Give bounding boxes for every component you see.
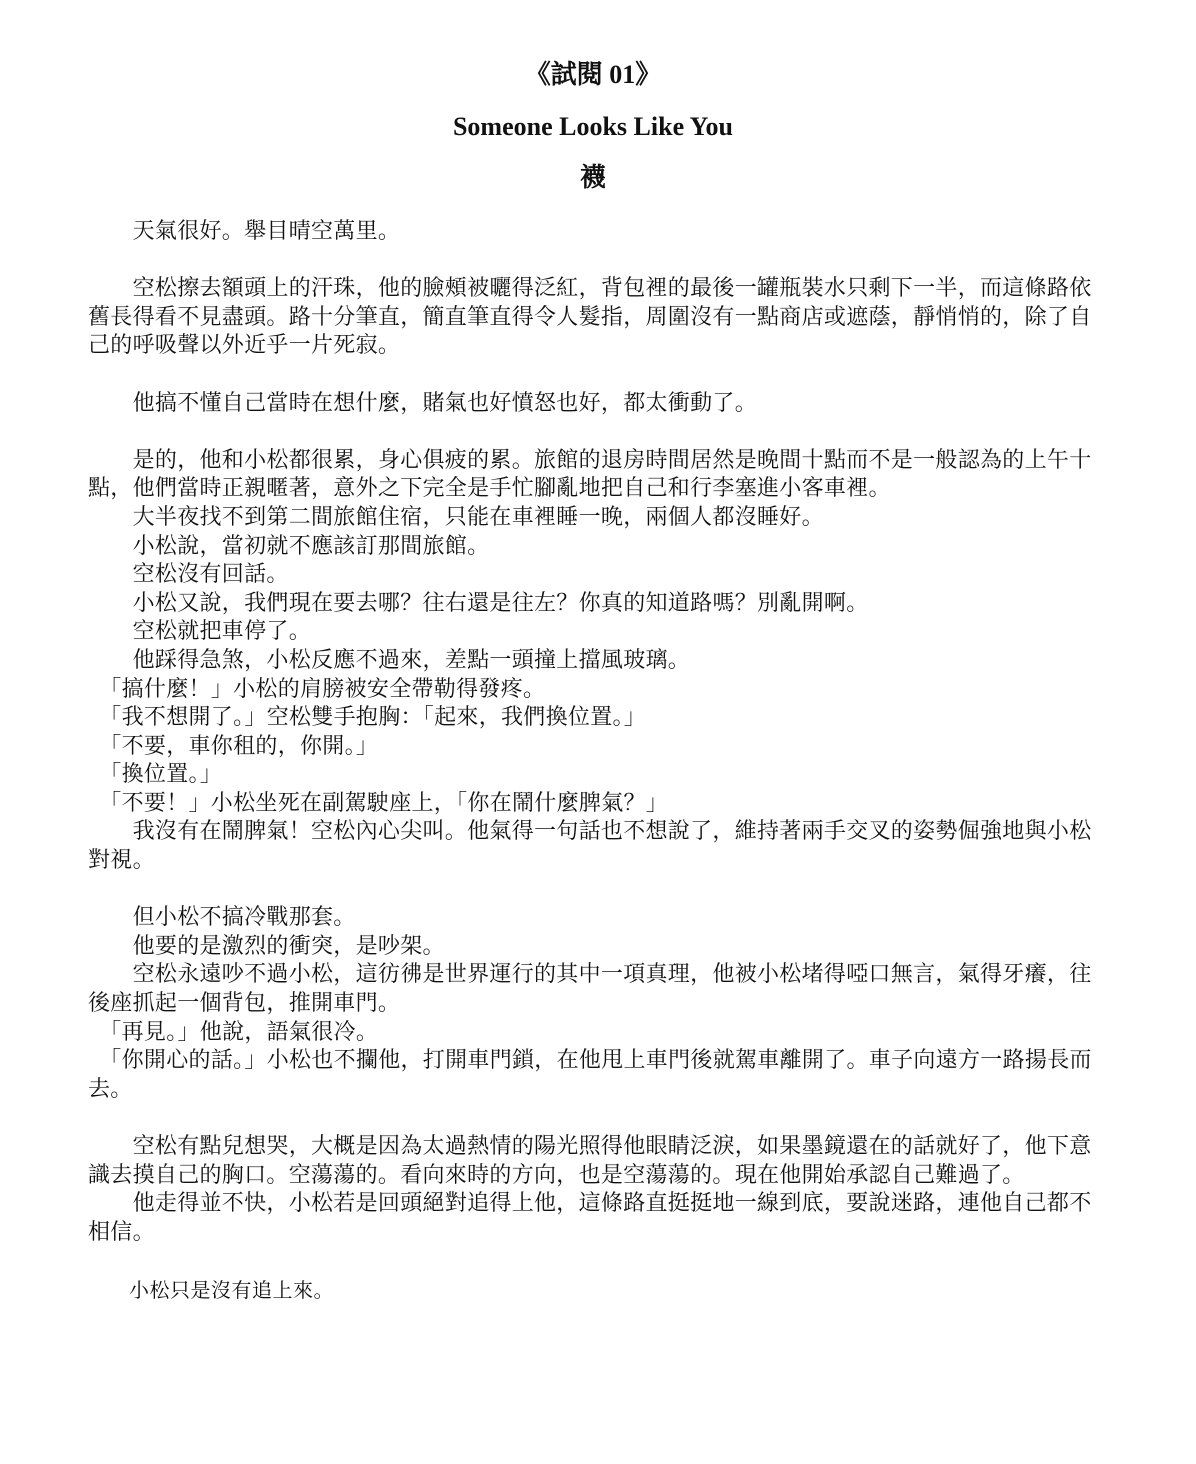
document-author: 襪: [579, 163, 606, 192]
paragraph: 「搞什麼！」小松的肩膀被安全帶勒得發疼。: [88, 676, 546, 702]
paragraph: 大半夜找不到第二間旅館住宿，只能在車裡睡一晚，兩個人都沒睡好。: [88, 504, 824, 530]
paragraph: 空松有點兒想哭，大概是因為太過熱情的陽光照得他眼睛泛淚，如果墨鏡還在的話就好了，他下意識去摸自己的胸口。空蕩蕩的。看向來時的方向，也是空蕩蕩的。現在他開始承認自己難過了。: [88, 1134, 1092, 1188]
paragraph: 他搞不懂自己當時在想什麼，賭氣也好憤怒也好，都太衝動了。: [88, 390, 758, 416]
paragraph: 他走得並不快，小松若是回頭絕對追得上他，這條路直挺挺地一線到底，要說迷路，連他自己都不相信。: [88, 1191, 1092, 1245]
document-title: 《試閱 01》: [524, 60, 662, 89]
paragraph: 「換位置。」: [88, 762, 223, 788]
paragraph: 「你開心的話。」小松也不攔他，打開車門鎖，在他甩上車門後就駕車離開了。車子向遠方一路揚長而去。: [88, 1048, 1092, 1102]
paragraph: 小松說，當初就不應該訂那間旅館。: [88, 533, 490, 559]
paragraph: 「不要！」小松坐死在副駕駛座上，「你在鬧什麼脾氣？」: [88, 790, 669, 816]
closing-line: 小松只是沒有追上來。: [88, 1277, 334, 1302]
paragraph: 空松永遠吵不過小松，這彷彿是世界運行的其中一項真理，他被小松堵得啞口無言，氣得牙癢，往後座抓起一個背包，推開車門。: [88, 962, 1092, 1017]
paragraph-gap: [88, 418, 1098, 447]
paragraph-gap: [88, 1104, 1098, 1133]
document-body: [88, 218, 1098, 1305]
paragraph-gap: [88, 876, 1098, 905]
paragraph: 空松就把車停了。: [88, 619, 312, 645]
paragraph-gap: [88, 1247, 1098, 1276]
paragraph-gap: [88, 247, 1098, 276]
paragraph: 是的，他和小松都很累，身心俱疲的累。旅館的退房時間居然是晚間十點而不是一般認為的上午十點，他們當時正親暱著，意外之下完全是手忙腳亂地把自己和行李塞進小客車裡。: [88, 447, 1092, 502]
paragraph: 天氣很好。舉目晴空萬里。: [88, 219, 401, 244]
paragraph: 但小松不搞冷戰那套。: [88, 905, 356, 931]
paragraph: 他要的是激烈的衝突，是吵架。: [88, 933, 445, 959]
paragraph: 「不要，車你租的，你開。」: [88, 733, 379, 759]
paragraph: 空松擦去額頭上的汗珠，他的臉頰被曬得泛紅，背包裡的最後一罐瓶裝水只剩下一半，而這條路依舊長得看不見盡頭。路十分筆直，簡直筆直得令人髮指，周圍沒有一點商店或遮蔭，靜悄悄的，除了自己的呼吸聲以外近乎一片死寂。: [88, 276, 1092, 359]
paragraph: 空松沒有回話。: [88, 562, 289, 588]
paragraph: 「再見。」他說，語氣很冷。: [88, 1019, 379, 1045]
paragraph: 小松又說，我們現在要去哪？往右還是往左？你真的知道路嗎？別亂開啊。: [88, 590, 869, 616]
paragraph-gap: [88, 361, 1098, 390]
paragraph: 「我不想開了。」空松雙手抱胸：「起來，我們換位置。」: [88, 705, 647, 731]
document-page: [88, 55, 1098, 1305]
document-subtitle: Someone Looks Like You: [452, 112, 734, 141]
paragraph: 他踩得急煞，小松反應不過來，差點一頭撞上擋風玻璃。: [88, 647, 691, 673]
paragraph: 我沒有在鬧脾氣！空松內心尖叫。他氣得一句話也不想說了，維持著兩手交叉的姿勢倔強地與小松對視。: [88, 819, 1092, 874]
